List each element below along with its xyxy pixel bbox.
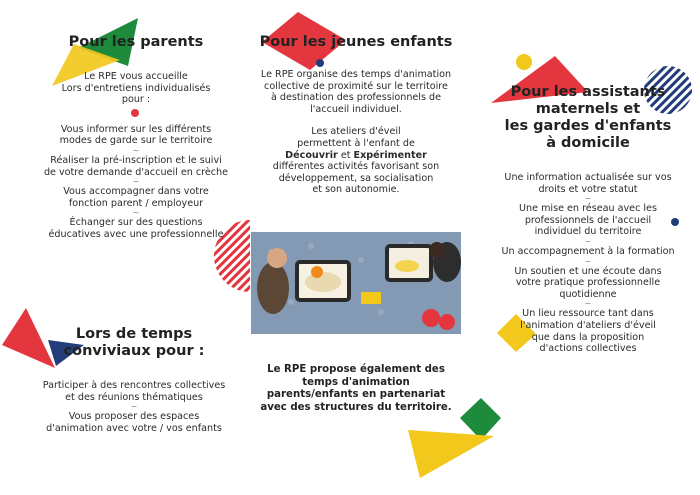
assistants-title-line: les gardes d'enfants bbox=[504, 118, 672, 134]
jeunes-emphasis-line bbox=[236, 150, 476, 162]
separator-tilde: ~ bbox=[584, 194, 592, 204]
conviviaux-item-line: Participer à des rencontres collectives bbox=[42, 380, 226, 391]
assistants-title-line: maternels et bbox=[535, 101, 641, 117]
jeunes-para-line: et son autonomie. bbox=[312, 184, 400, 196]
jeunes-section bbox=[236, 34, 476, 196]
conviviaux-title bbox=[14, 326, 254, 360]
partenariat-line: temps d'animation bbox=[302, 376, 410, 388]
experimenter-word: Expérimenter bbox=[353, 149, 427, 161]
assistants-title-line: Pour les assistants bbox=[510, 84, 666, 100]
conviviaux-title-line: conviviaux pour : bbox=[63, 343, 205, 359]
jeunes-para-line: développement, sa socialisation bbox=[278, 172, 434, 184]
assistants-item-line: individuel du territoire bbox=[534, 226, 642, 238]
jeunes-para-line: permettent à l'enfant de bbox=[297, 137, 415, 149]
separator-tilde: ~ bbox=[584, 299, 592, 309]
parents-item-line: de votre demande d'accueil en crèche bbox=[43, 166, 229, 178]
separator-tilde: ~ bbox=[584, 256, 592, 266]
separator-tilde: ~ bbox=[584, 236, 592, 246]
partenariat-line: parents/enfants en partenariat bbox=[266, 389, 446, 401]
assistants-item-line: quotidienne bbox=[559, 288, 617, 300]
assistants-item-line: Un soutien et une écoute dans bbox=[514, 265, 662, 277]
separator-tilde: ~ bbox=[130, 402, 138, 412]
parents-item-line: Échanger sur des questions bbox=[69, 217, 203, 229]
assistants-item-line: professionnels de l'accueil bbox=[524, 214, 652, 226]
assistants-item-line: Un lieu ressource tant dans bbox=[522, 308, 654, 320]
jeunes-para-line: collective de proximité sur le territoire bbox=[264, 80, 448, 92]
assistants-item-line: Une information actualisée sur vos bbox=[504, 172, 672, 183]
conviviaux-item-line: et des réunions thématiques bbox=[65, 391, 203, 403]
et-word: et bbox=[337, 149, 354, 161]
assistants-item-line: droits et votre statut bbox=[538, 183, 638, 195]
assistants-item-line: Un accompagnement à la formation bbox=[501, 245, 675, 257]
assistants-section bbox=[478, 84, 698, 355]
jeunes-para-line: Le RPE organise des temps d'animation bbox=[260, 69, 452, 80]
conviviaux-item-line: d'animation avec votre / vos enfants bbox=[46, 422, 222, 434]
parents-item-line: Vous accompagner dans votre bbox=[63, 186, 209, 198]
separator-tilde: ~ bbox=[132, 145, 140, 155]
parents-intro-line: Le RPE vous accueille bbox=[84, 71, 188, 82]
assistants-item-line: l'animation d'ateliers d'éveil bbox=[520, 319, 656, 331]
jeunes-para-line: Les ateliers d'éveil bbox=[311, 126, 401, 138]
conviviaux-item-line: Vous proposer des espaces bbox=[68, 411, 200, 423]
yellow-circle-shape bbox=[516, 54, 532, 70]
separator-tilde: ~ bbox=[132, 177, 140, 187]
parents-intro-line: Lors d'entretiens individualisés bbox=[61, 82, 211, 94]
separator-tilde: ~ bbox=[132, 208, 140, 218]
parents-item-line: fonction parent / employeur bbox=[68, 197, 204, 209]
parents-title: Pour les parents bbox=[68, 34, 204, 50]
conviviaux-section bbox=[14, 326, 254, 434]
jeunes-para-line: à destination des professionnels de bbox=[270, 92, 442, 104]
assistants-item-line: que dans la proposition bbox=[531, 331, 645, 343]
jeunes-title: Pour les jeunes enfants bbox=[259, 34, 453, 50]
parents-item-line: Vous informer sur les différents bbox=[60, 123, 212, 135]
partenariat-section bbox=[240, 364, 472, 414]
decouvrir-word: Découvrir bbox=[285, 149, 338, 161]
assistants-item-line: d'actions collectives bbox=[539, 343, 637, 355]
partenariat-line: avec des structures du territoire. bbox=[260, 401, 452, 413]
children-activity-photo bbox=[251, 232, 461, 334]
assistants-title-line: à domicile bbox=[546, 135, 630, 151]
partenariat-line: Le RPE propose également des bbox=[267, 364, 445, 375]
jeunes-para-line: différentes activités favorisant son bbox=[272, 161, 440, 173]
parents-item-line: Réaliser la pré-inscription et le suivi bbox=[50, 154, 222, 166]
yellow-triangle-bottom-shape bbox=[408, 430, 494, 478]
parents-intro-line: pour : bbox=[121, 94, 151, 106]
conviviaux-title-line: Lors de temps bbox=[75, 326, 193, 342]
assistants-item-line: votre pratique professionnelle bbox=[515, 277, 661, 289]
assistants-title bbox=[478, 84, 698, 152]
parents-item-line: modes de garde sur le territoire bbox=[59, 135, 213, 147]
parents-section bbox=[14, 34, 258, 241]
parents-item-line: éducatives avec une professionnelle bbox=[48, 228, 224, 240]
jeunes-para-line: l'accueil individuel. bbox=[310, 103, 402, 115]
assistants-item-line: Une mise en réseau avec les bbox=[519, 203, 657, 215]
